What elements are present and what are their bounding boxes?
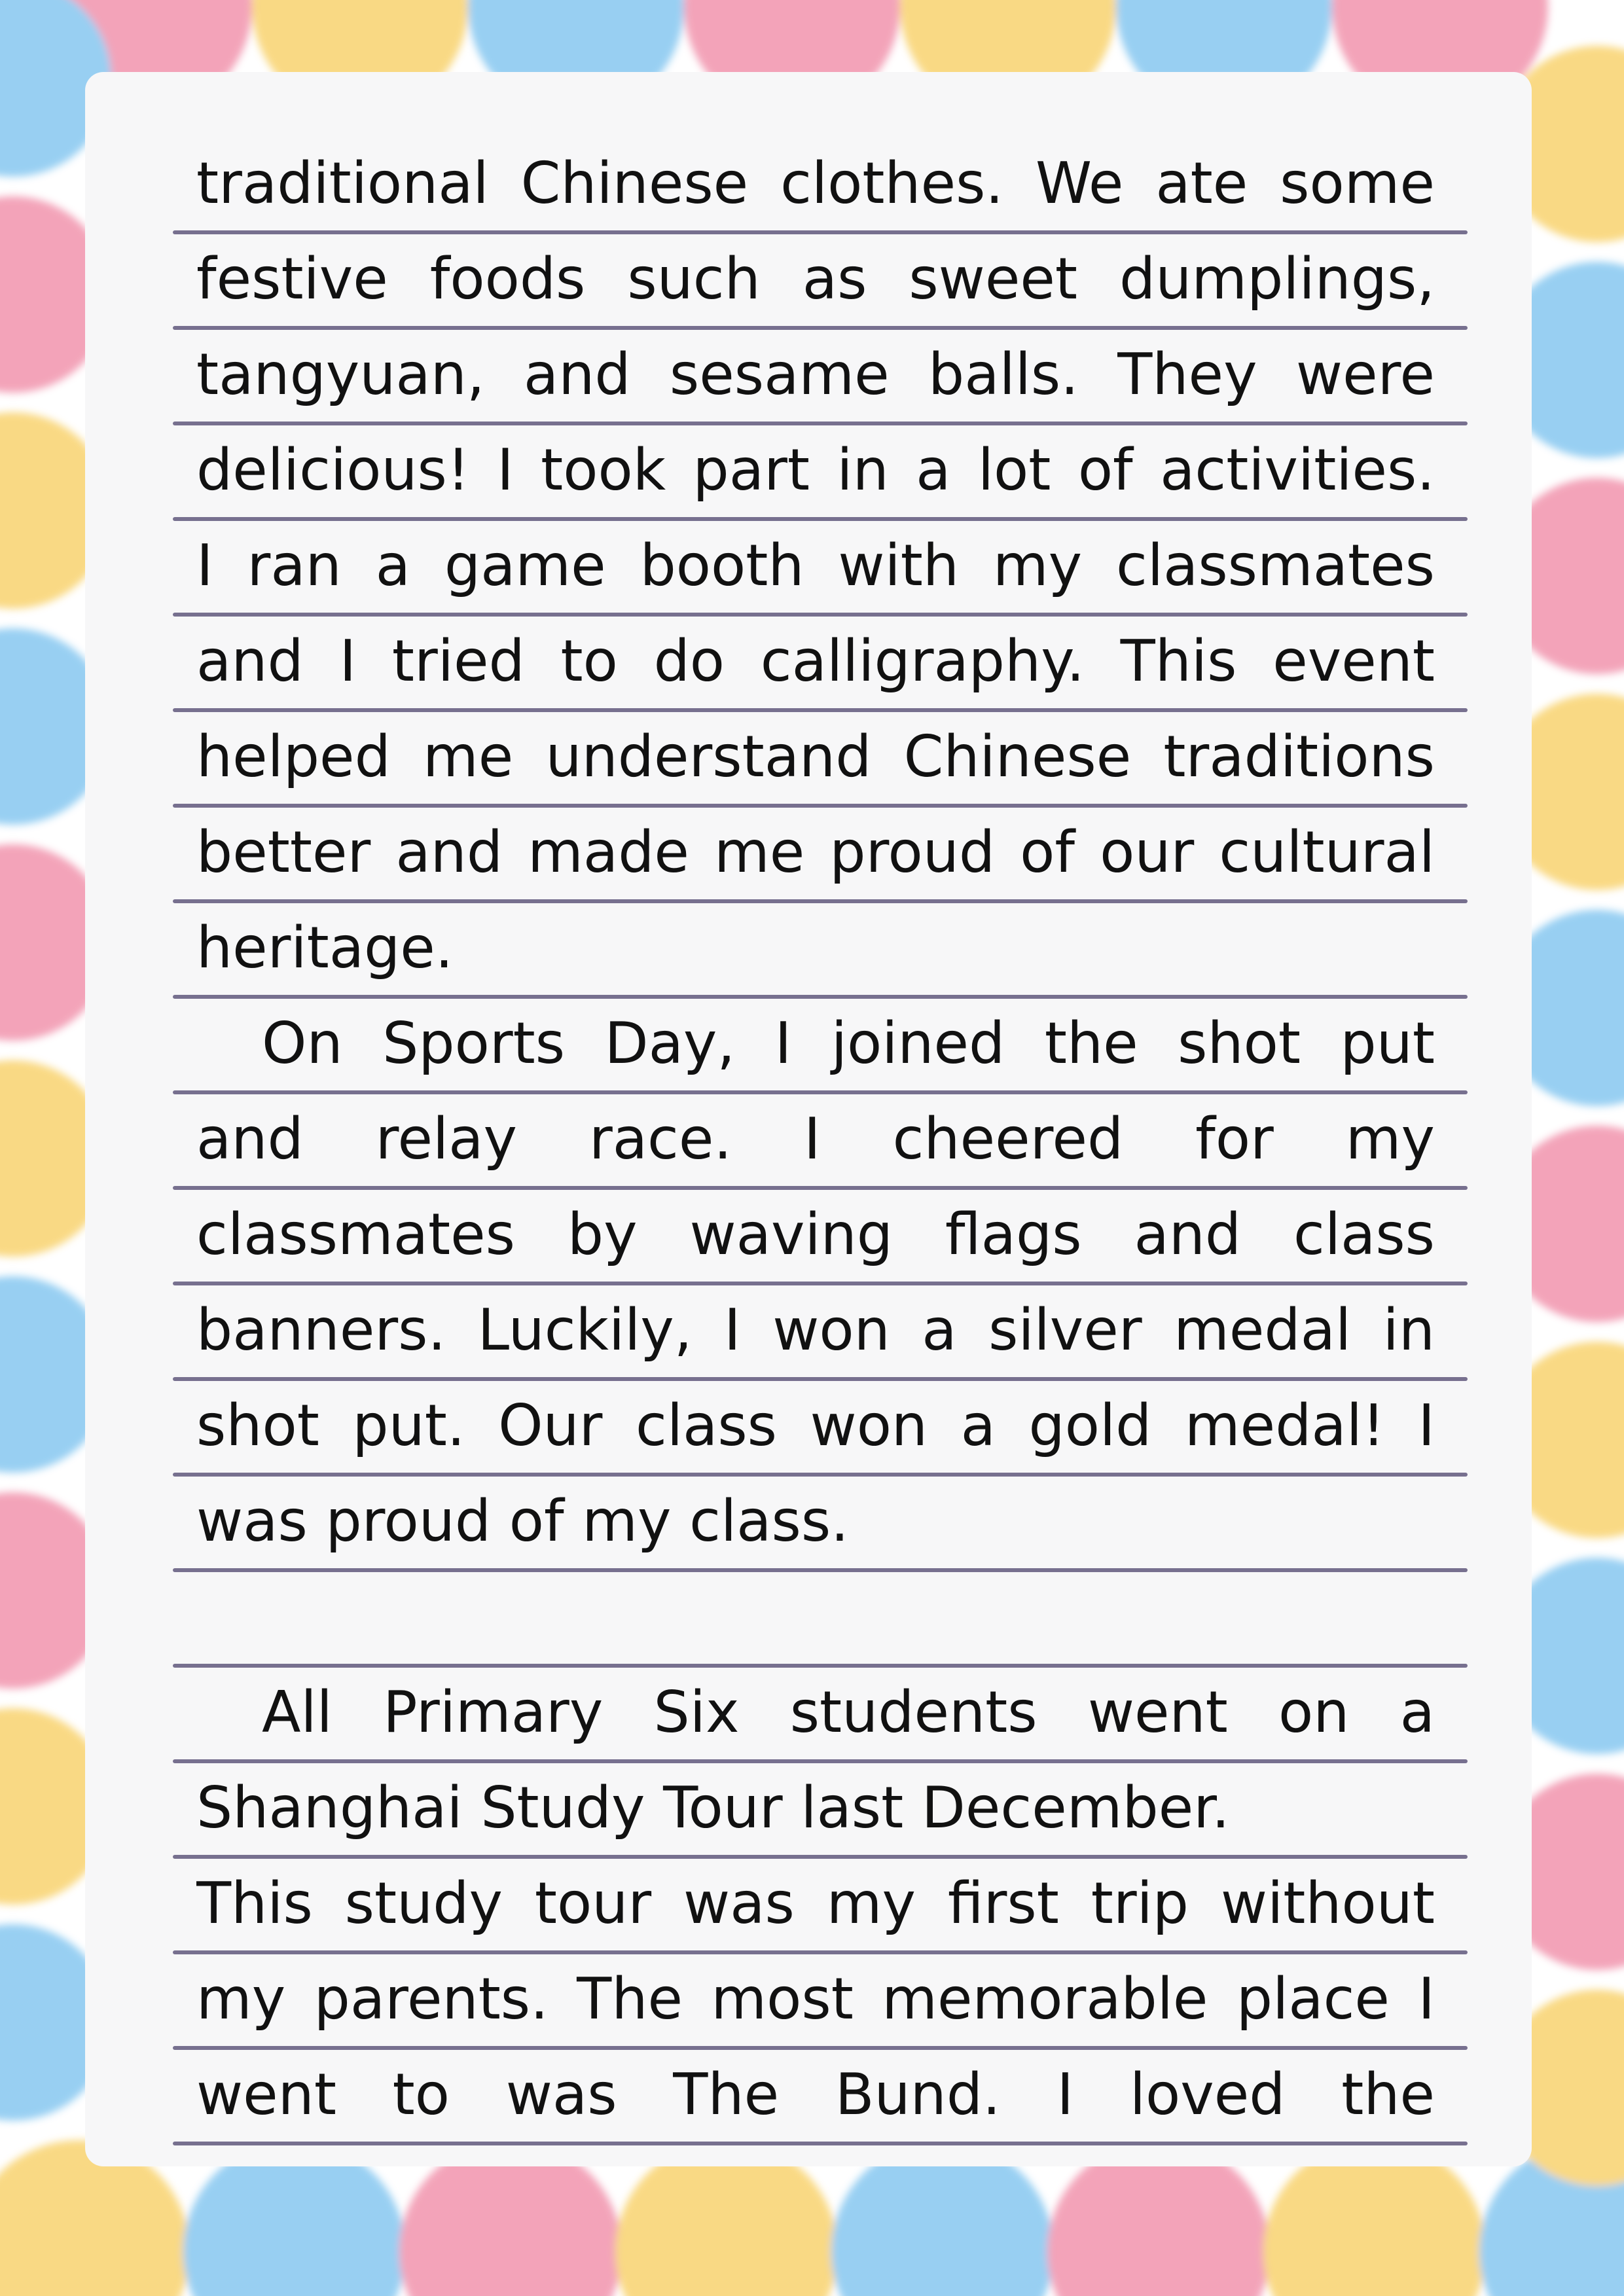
text-line: traditional Chinese clothes. We ate some [196, 150, 1435, 217]
text-line: banners. Luckily, I won a silver medal in [196, 1297, 1435, 1363]
text-line: my parents. The most memorable place I [196, 1965, 1435, 2032]
text-line: classmates by waving flags and class [196, 1201, 1435, 1268]
text-line: helped me understand Chinese traditions [196, 723, 1435, 790]
ruled-line [173, 2142, 1468, 2145]
text-line: festive foods such as sweet dumplings, [196, 245, 1435, 312]
text-line [196, 1571, 1435, 1662]
text-line: shot put. Our class won a gold medal! I [196, 1392, 1435, 1459]
text-line: better and made me proud of our cultural [196, 819, 1435, 886]
text-line: went to was The Bund. I loved the [196, 2061, 1435, 2128]
text-line: and relay race. I cheered for my [196, 1105, 1435, 1172]
text-line: delicious! I took part in a lot of activities. [196, 437, 1435, 503]
text-line: tangyuan, and sesame balls. They were [196, 341, 1435, 408]
text-line: Shanghai Study Tour last December. [196, 1774, 1230, 1841]
text-line: This study tour was my first trip without [196, 1870, 1435, 1937]
text-line: was proud of my class. [196, 1488, 849, 1554]
text-line: I ran a game booth with my classmates [196, 532, 1435, 599]
text-line: heritage. [196, 914, 454, 981]
text-line: On Sports Day, I joined the shot put [262, 1010, 1435, 1077]
text-line: and I tried to do calligraphy. This event [196, 628, 1435, 694]
text-line: All Primary Six students went on a [262, 1679, 1435, 1746]
